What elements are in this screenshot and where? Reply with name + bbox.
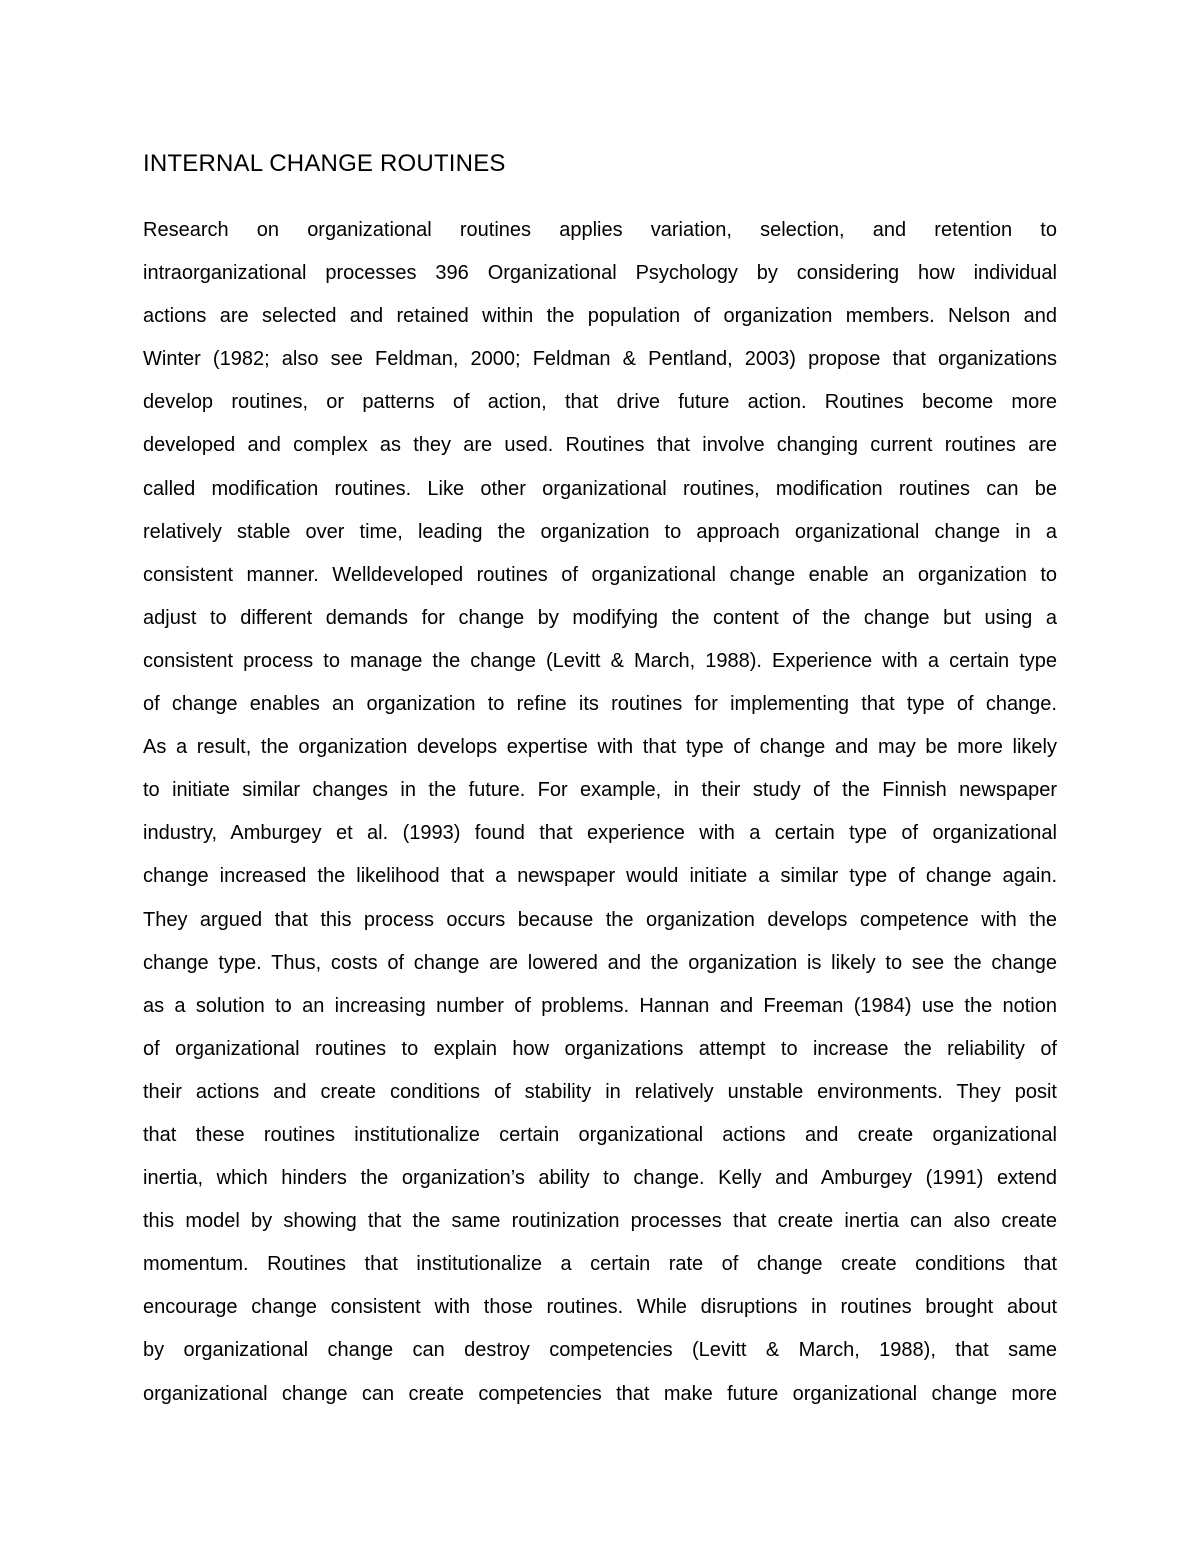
text-line: consistent manner. Welldeveloped routines of organizational change enable an organization to bbox=[143, 563, 1057, 586]
text-line: Research on organizational routines applies variation, selection, and retention to bbox=[143, 219, 1057, 241]
text-line: by organizational change can destroy competencies (Levitt & March, 1988), that same bbox=[143, 1339, 1057, 1362]
text-line: of organizational routines to explain how organizations attempt to increase the reliability of bbox=[143, 1037, 1057, 1060]
text-line: developed and complex as they are used. Routines that involve changing current routines are bbox=[143, 434, 1057, 457]
text-line: change type. Thus, costs of change are lowered and the organization is likely to see the change bbox=[143, 951, 1057, 974]
text-line: develop routines, or patterns of action, that drive future action. Routines become more bbox=[143, 391, 1057, 414]
text-line: Winter (1982; also see Feldman, 2000; Feldman & Pentland, 2003) propose that organizations bbox=[143, 348, 1057, 371]
text-line: their actions and create conditions of stability in relatively unstable environments. They posit bbox=[143, 1080, 1057, 1103]
page-title: INTERNAL CHANGE ROUTINES bbox=[143, 150, 506, 177]
text-line: encourage change consistent with those routines. While disruptions in routines brought about bbox=[143, 1296, 1057, 1319]
text-line: They argued that this process occurs because the organization develops competence with the bbox=[143, 908, 1057, 931]
text-line: to initiate similar changes in the future. For example, in their study of the Finnish newspaper bbox=[143, 779, 1057, 802]
text-line: called modification routines. Like other organizational routines, modification routines can be bbox=[143, 477, 1057, 500]
text-line: organizational change can create competencies that make future organizational change more bbox=[143, 1382, 1057, 1405]
text-line: change increased the likelihood that a newspaper would initiate a similar type of change again. bbox=[143, 865, 1057, 888]
text-line: that these routines institutionalize certain organizational actions and create organizational bbox=[143, 1123, 1057, 1146]
text-line: momentum. Routines that institutionalize a certain rate of change create conditions that bbox=[143, 1253, 1057, 1276]
text-line: industry, Amburgey et al. (1993) found that experience with a certain type of organizational bbox=[143, 822, 1057, 845]
text-line: As a result, the organization develops expertise with that type of change and may be more likely bbox=[143, 736, 1057, 759]
text-line: of change enables an organization to refine its routines for implementing that type of change. bbox=[143, 693, 1057, 716]
text-line: inertia, which hinders the organization’s ability to change. Kelly and Amburgey (1991) extend bbox=[143, 1167, 1057, 1190]
body-text bbox=[143, 213, 1057, 1420]
text-line: as a solution to an increasing number of problems. Hannan and Freeman (1984) use the notion bbox=[143, 994, 1057, 1017]
text-line: relatively stable over time, leading the organization to approach organizational change in a bbox=[143, 520, 1057, 543]
text-line: this model by showing that the same routinization processes that create inertia can also create bbox=[143, 1210, 1057, 1233]
text-line: consistent process to manage the change (Levitt & March, 1988). Experience with a certain type bbox=[143, 649, 1057, 672]
text-line: actions are selected and retained within the population of organization members. Nelson and bbox=[143, 305, 1057, 328]
text-line: adjust to different demands for change by modifying the content of the change but using a bbox=[143, 606, 1057, 629]
text-line: intraorganizational processes 396 Organizational Psychology by considering how individual bbox=[143, 262, 1057, 285]
